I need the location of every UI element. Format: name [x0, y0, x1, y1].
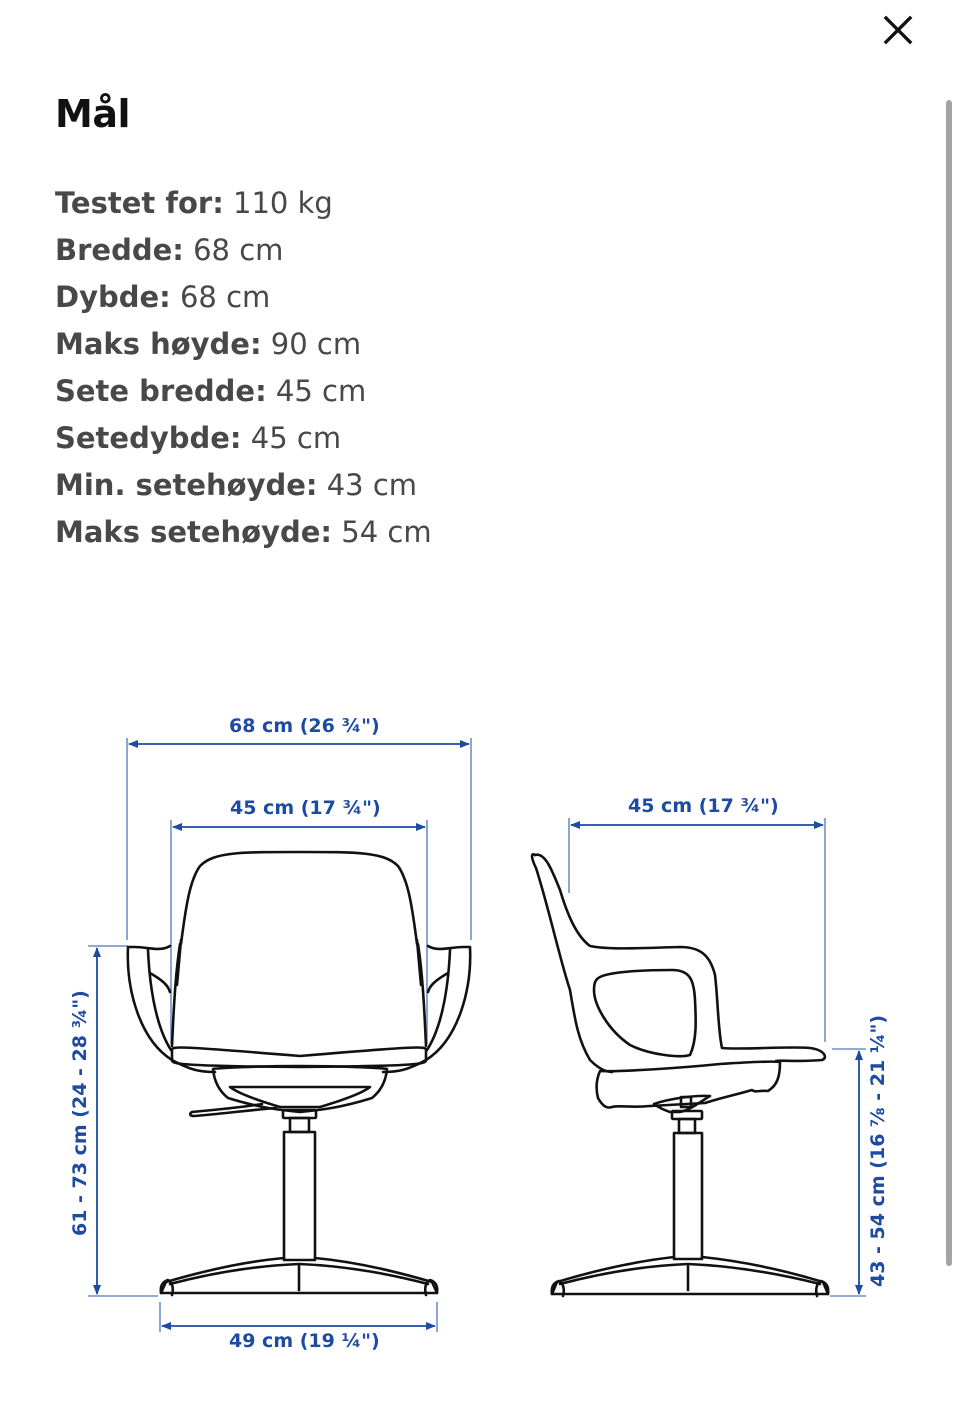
spec-label: Sete bredde:	[55, 374, 267, 408]
spec-value: 90 cm	[261, 327, 362, 361]
spec-value: 54 cm	[332, 515, 432, 549]
spec-value: 45 cm	[241, 421, 342, 455]
armrest-height-label: 61 - 73 cm (24 - 28 ¾")	[69, 990, 91, 1236]
spec-label: Dybde:	[55, 280, 171, 314]
front-chair-drawing	[128, 852, 470, 1295]
spec-value: 68 cm	[170, 280, 271, 314]
base-width-label: 49 cm (19 ¼")	[229, 1330, 380, 1352]
spec-label: Bredde:	[55, 233, 184, 267]
spec-label: Setedybde:	[55, 421, 242, 455]
side-seat-depth-label: 45 cm (17 ¾")	[628, 795, 779, 817]
seat-height-label: 43 - 54 cm (16 ⅞ - 21 ¼")	[867, 1014, 889, 1287]
spec-value: 43 cm	[317, 468, 418, 502]
spec-value: 110 kg	[223, 186, 333, 220]
spec-value: 68 cm	[183, 233, 284, 267]
spec-value: 45 cm	[266, 374, 367, 408]
spec-label: Testet for:	[55, 186, 224, 220]
overall-width-label: 68 cm (26 ¾")	[229, 715, 380, 737]
page-title: Mål	[55, 92, 130, 136]
side-chair-drawing	[532, 854, 828, 1296]
spec-label: Maks setehøyde:	[55, 515, 333, 549]
spec-label: Min. setehøyde:	[55, 468, 318, 502]
scrollbar[interactable]	[946, 100, 952, 1266]
side-dimension-lines	[569, 818, 866, 1296]
spec-label: Maks høyde:	[55, 327, 262, 361]
seat-width-label: 45 cm (17 ¾")	[230, 797, 381, 819]
